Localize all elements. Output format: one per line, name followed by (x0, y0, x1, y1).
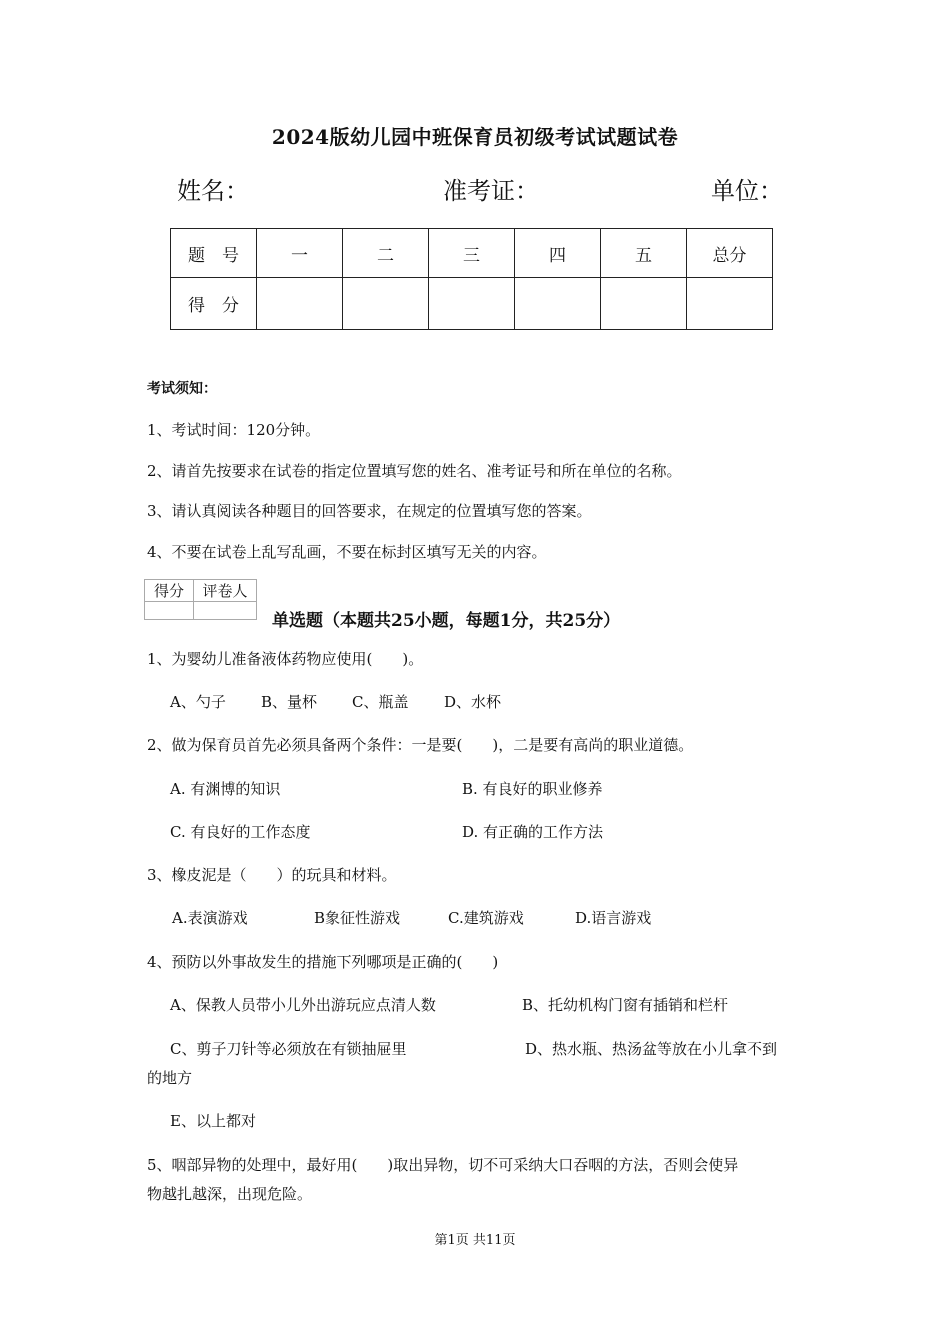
option-b: B象征性游戏 (314, 909, 401, 927)
question-stem: 4、预防以外事故发生的措施下列哪项是正确的( ) (147, 953, 499, 971)
notice-item: 4、不要在试卷上乱写乱画，不要在标封区填写无关的内容。 (147, 543, 547, 561)
score-header-cell: 三 (429, 229, 515, 278)
score-table-header-row (171, 229, 773, 278)
question-stem: 2、做为保育员首先必须具备两个条件：一是要( )，二是要有高尚的职业道德。 (147, 736, 694, 754)
score-header-cell: 一 (257, 229, 343, 278)
score-header-cell: 五 (601, 229, 687, 278)
grader-box (144, 579, 257, 620)
option-c: C.建筑游戏 (448, 909, 524, 927)
score-cell (257, 278, 343, 330)
grader-score-cell (145, 602, 194, 620)
unit-field-label: 单位： (711, 177, 783, 205)
option-c: C、瓶盖 (352, 693, 409, 711)
option-c: C. 有良好的工作态度 (170, 823, 311, 841)
page-title: 2024版幼儿园中班保育员初级考试试题试卷 (271, 125, 679, 149)
score-header-cell: 题 号 (171, 229, 257, 278)
score-cell (429, 278, 515, 330)
option-b: B、量杯 (261, 693, 318, 711)
grader-name-cell (194, 602, 257, 620)
score-cell (515, 278, 601, 330)
section-title: 单选题（本题共25小题，每题1分，共25分） (272, 611, 621, 631)
score-header-cell: 总分 (687, 229, 773, 278)
name-field-label: 姓名： (177, 177, 249, 205)
score-header-cell: 四 (515, 229, 601, 278)
option-d-continued: 的地方 (147, 1069, 193, 1087)
question-stem-continued: 物越扎越深，出现危险。 (147, 1185, 313, 1203)
option-d: D. 有正确的工作方法 (462, 823, 604, 841)
exam-id-field-label: 准考证： (443, 177, 539, 205)
score-table (170, 228, 773, 330)
option-b: B. 有良好的职业修养 (462, 780, 603, 798)
option-d: D.语言游戏 (575, 909, 652, 927)
score-cell (687, 278, 773, 330)
option-e: E、以上都对 (170, 1112, 256, 1130)
question-stem: 3、橡皮泥是（ ）的玩具和材料。 (147, 866, 397, 884)
score-header-cell: 二 (343, 229, 429, 278)
option-a: A.表演游戏 (172, 909, 248, 927)
notice-item: 3、请认真阅读各种题目的回答要求，在规定的位置填写您的答案。 (147, 502, 592, 520)
option-a: A、勺子 (170, 693, 226, 711)
page-footer: 第1页 共11页 (434, 1233, 516, 1248)
score-cell (343, 278, 429, 330)
grader-name-label: 评卷人 (194, 580, 257, 602)
option-d: D、热水瓶、热汤盆等放在小儿拿不到 (525, 1040, 778, 1058)
grader-score-label: 得分 (145, 580, 194, 602)
option-d: D、水杯 (444, 693, 502, 711)
score-row-label: 得 分 (171, 278, 257, 330)
option-a: A、保教人员带小儿外出游玩应点清人数 (170, 996, 436, 1014)
option-b: B、托幼机构门窗有插销和栏杆 (522, 996, 729, 1014)
question-stem: 5、咽部异物的处理中，最好用( )取出异物，切不可采纳大口吞咽的方法，否则会使异 (147, 1156, 739, 1174)
option-a: A. 有渊博的知识 (170, 780, 281, 798)
notice-item: 1、考试时间：120分钟。 (147, 421, 321, 439)
score-cell (601, 278, 687, 330)
score-table-score-row (171, 278, 773, 330)
notice-item: 2、请首先按要求在试卷的指定位置填写您的姓名、准考证号和所在单位的名称。 (147, 462, 682, 480)
question-stem: 1、为婴幼儿准备液体药物应使用( )。 (147, 650, 424, 668)
notice-heading: 考试须知： (147, 381, 217, 397)
option-c: C、剪子刀针等必须放在有锁抽屉里 (170, 1040, 407, 1058)
